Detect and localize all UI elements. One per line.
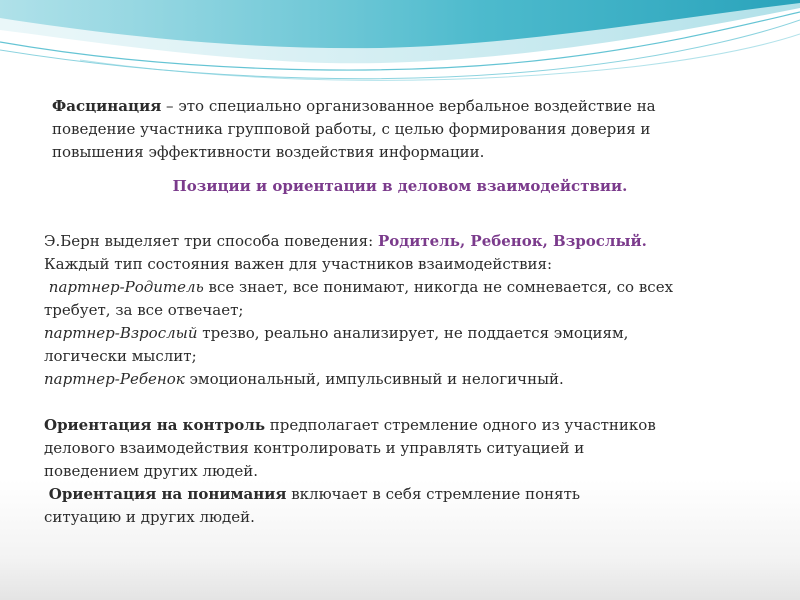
child-label: партнер-Ребенок [44,370,185,388]
header-waves-decoration [0,0,800,90]
understanding-line-2: ситуацию и других людей. [44,508,255,526]
control-line-3: поведением других людей. [44,462,258,480]
berne-roles: Родитель, Ребенок, Взрослый. [377,232,647,250]
adult-line-1 [44,322,764,345]
definition-text-1: – это специально организованное вербальное воздействие на [161,97,656,115]
definition-paragraph [52,95,752,164]
berne-intro: Э.Берн выделяет три способа поведения: [44,232,378,250]
definition-line-3: повышения эффективности воздействия информации. [52,143,485,161]
parent-line-1 [44,276,764,299]
adult-line-2: логически мыслит; [44,347,197,365]
parent-text-1: все знает, все понимают, никогда не сомневается, со всех [203,278,674,296]
understanding-label: Ориентация на понимания [48,485,287,503]
child-line [44,368,764,391]
control-text-1: предполагает стремление одного из участников [265,416,656,434]
understanding-line-1 [44,483,764,506]
parent-label: партнер-Родитель [48,278,204,296]
control-label: Ориентация на контроль [44,416,266,434]
adult-text-1: трезво, реально анализирует, не поддается эмоциям, [197,324,629,342]
definition-term: Фасцинация [52,97,162,115]
control-line-1 [44,414,764,437]
berne-paragraph [44,230,764,529]
berne-intro-line [44,230,764,253]
berne-each-type: Каждый тип состояния важен для участников взаимодействия: [44,255,553,273]
child-text: эмоциональный, импульсивный и нелогичный. [184,370,564,388]
understanding-text-1: включает в себя стремление понять [286,485,581,503]
parent-line-2: требует, за все отвечает; [44,301,244,319]
adult-label: партнер-Взрослый [44,324,198,342]
control-line-2: делового взаимодействия контролировать и управлять ситуацией и [44,439,585,457]
definition-line-1 [52,95,752,118]
section-title: Позиции и ориентации в деловом взаимодействии. [172,177,628,195]
definition-line-2: поведение участника групповой работы, с целью формирования доверия и [52,120,651,138]
paragraph-gap [44,391,764,414]
